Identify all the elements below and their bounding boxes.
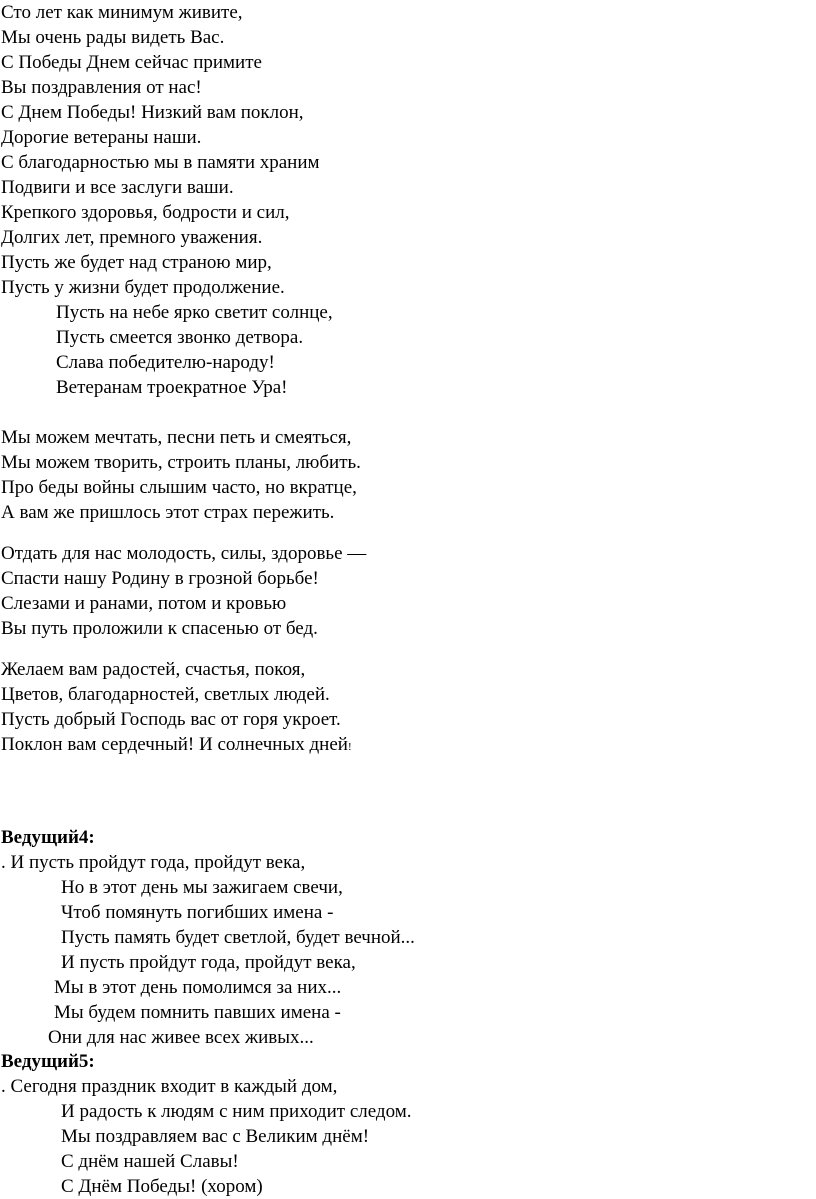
poem-line: Желаем вам радостей, счастья, покоя, — [1, 659, 306, 680]
poem-line: С Днем Победы! Низкий вам поклон, — [1, 102, 304, 123]
poem-line: Крепкого здоровья, бодрости и сил, — [1, 202, 290, 223]
poem-line: Спасти нашу Родину в грозной борьбе! — [1, 568, 319, 589]
speaker-line: . Сегодня праздник входит в каждый дом, — [1, 1076, 338, 1097]
poem-line: С Победы Днем сейчас примите — [1, 52, 262, 73]
poem-line: Про беды войны слышим часто, но вкратце, — [1, 477, 357, 498]
speaker-line: И радость к людям с ним приходит следом. — [61, 1101, 412, 1122]
poem-line: Вы путь проложили к спасенью от бед. — [1, 618, 318, 639]
poem-line: Цветов, благодарностей, светлых людей. — [1, 684, 330, 705]
poem-line-end: ! — [347, 741, 352, 753]
speaker-line: С днём нашей Славы! — [61, 1151, 239, 1172]
poem-line-text: Поклон вам сердечный! И солнечных дней — [1, 734, 348, 755]
poem-line: Пусть добрый Господь вас от горя укроет. — [1, 709, 341, 730]
poem-line: Пусть у жизни будет продолжение. — [1, 277, 285, 298]
speaker-line: Пусть память будет светлой, будет вечной... — [61, 927, 415, 948]
poem-line: Мы можем творить, строить планы, любить. — [1, 452, 361, 473]
speaker-line: Мы поздравляем вас с Великим днём! — [61, 1126, 370, 1147]
speaker-line: И пусть пройдут года, пройдут века, — [61, 952, 356, 973]
poem-line: Отдать для нас молодость, силы, здоровье — — [1, 543, 367, 564]
poem-line: Подвиги и все заслуги ваши. — [1, 177, 234, 198]
poem-line: Пусть на небе ярко светит солнце, — [56, 302, 333, 323]
speaker-line: Чтоб помянуть погибших имена - — [61, 902, 334, 923]
poem-line: Дорогие ветераны наши. — [1, 127, 202, 148]
speaker-line: С Днём Победы! (хором) — [61, 1176, 263, 1197]
poem-line: Вы поздравления от нас! — [1, 77, 202, 98]
speaker-line: Они для нас живее всех живых... — [48, 1027, 314, 1048]
speaker-line: Мы в этот день помолимся за них... — [54, 977, 342, 998]
poem-line: Сто лет как минимум живите, — [1, 2, 243, 23]
speaker-line: . И пусть пройдут года, пройдут века, — [1, 852, 306, 873]
poem-line — [1, 733, 352, 759]
speaker-5-label: Ведущий5: — [1, 1051, 95, 1072]
poem-line: А вам же пришлось этот страх пережить. — [1, 502, 335, 523]
poem-line: Пусть смеется звонко детвора. — [56, 327, 304, 348]
poem-line: Мы очень рады видеть Вас. — [1, 27, 225, 48]
speaker-line: Но в этот день мы зажигаем свечи, — [61, 877, 343, 898]
poem-line: Слава победителю-народу! — [56, 352, 275, 373]
poem-line: Слезами и ранами, потом и кровью — [1, 593, 287, 614]
poem-line: Мы можем мечтать, песни петь и смеяться, — [1, 427, 352, 448]
poem-line: Долгих лет, премного уважения. — [1, 227, 263, 248]
poem-line: Ветеранам троекратное Ура! — [56, 377, 288, 398]
poem-line: С благодарностью мы в памяти храним — [1, 152, 320, 173]
poem-line: Пусть же будет над страною мир, — [1, 252, 272, 273]
speaker-line: Мы будем помнить павших имена - — [54, 1002, 341, 1023]
speaker-4-label: Ведущий4: — [1, 827, 95, 848]
